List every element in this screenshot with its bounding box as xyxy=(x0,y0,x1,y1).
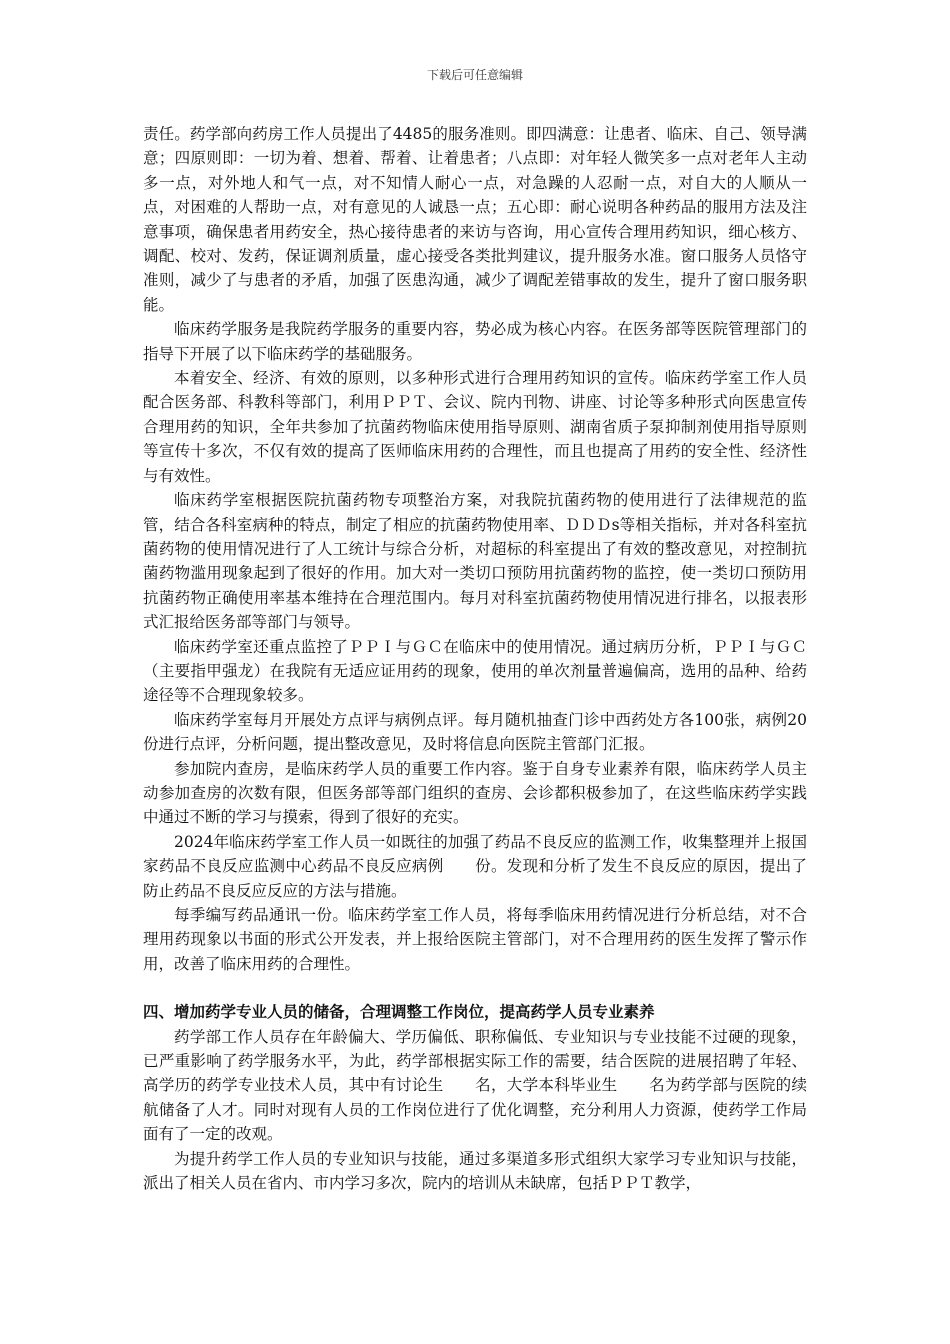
paragraph-service-rules: 责任。药学部向药房工作人员提出了4485的服务准则。即四满意：让患者、临床、自己、领导满意；四原则即：一切为着、想着、帮着、让着患者；八点即：对年轻人微笑多一点对老年人主动多一点，对外地人和气一点，对不知情人耐心一点，对急躁的人忍耐一点，对自大的人顺从一点，对困难的人帮助一点，对有意见的人诚恳一点；五心即：耐心说明各种药品的服用方法及注意事项，确保患者用药安全，热心接待患者的来访与咨询，用心宣传合理用药知识，细心核方、调配、校对、发药，保证调剂质量，虚心接受各类批判建议，提升服务水准。窗口服务人员恪守准则，减少了与患者的矛盾，加强了医患沟通，减少了调配差错事故的发生，提升了窗口服务职能。 xyxy=(143,125,807,314)
paragraph-adverse-reaction-monitoring: 2024年临床药学室工作人员一如既往的加强了药品不良反应的监测工作，收集整理并上报国家药品不良反应监测中心药品不良反应病例 份。发现和分析了发生不良反应的原因，提出了防止药品不良反应反应的方法与措施。 xyxy=(143,832,807,900)
paragraph-staff-reserve: 药学部工作人员存在年龄偏大、学历偏低、职称偏低、专业知识与专业技能不过硬的现象，已严重影响了药学服务水平，为此，药学部根据实际工作的需要，结合医院的进展招聘了年轻、高学历的药学专业技术人员，其中有讨论生 名，大学本科毕业生 名为药学部与医院的续航储备了人才。同时对现有人员的工作岗位进行了优化调整，充分利用人力资源，使药学工作局面有了一定的改观。 xyxy=(143,1027,807,1144)
document-body xyxy=(143,122,807,1195)
paragraph-staff-training: 为提升药学工作人员的专业知识与技能，通过多渠道多形式组织大家学习专业知识与技能，派出了相关人员在省内、市内学习多次，院内的培训从未缺席，包括ＰＰＴ教学， xyxy=(143,1149,807,1193)
paragraph-antibiotic-supervision: 临床药学室根据医院抗菌药物专项整治方案，对我院抗菌药物的使用进行了法律规范的监管，结合各科室病种的特点，制定了相应的抗菌药物使用率、ＤＤＤs等相关指标，并对各科室抗菌药物的使用情况进行了人工统计与综合分析，对超标的科室提出了有效的整改意见，对控制抗菌药物滥用现象起到了很好的作用。加大对一类切口预防用抗菌药物的监控，使一类切口预防用抗菌药物正确使用率基本维持在合理范围内。每月对科室抗菌药物使用情况进行排名，以报表形式汇报给医务部等部门与领导。 xyxy=(143,491,807,632)
paragraph-drug-newsletter: 每季编写药品通讯一份。临床药学室工作人员，将每季临床用药情况进行分析总结，对不合理用药现象以书面的形式公开发表，并上报给医院主管部门，对不合理用药的医生发挥了警示作用，改善了临床用药的合理性。 xyxy=(143,906,807,973)
paragraph-rational-drug-publicity: 本着安全、经济、有效的原则，以多种形式进行合理用药知识的宣传。临床药学室工作人员配合医务部、科教科等部门，利用ＰＰＴ、会议、院内刊物、讲座、讨论等多种形式向医患宣传合理用药的知识，全年共参加了抗菌药物临床使用指导原则、湖南省质子泵抑制剂使用指导原则等宣传十多次，不仅有效的提高了医师临床用药的合理性，而且也提高了用药的安全性、经济性与有效性。 xyxy=(143,369,807,485)
page-header: 下载后可任意编辑 xyxy=(426,68,523,82)
paragraph-clinical-pharmacy-intro: 临床药学服务是我院药学服务的重要内容，势必成为核心内容。在医务部等医院管理部门的指导下开展了以下临床药学的基础服务。 xyxy=(143,320,807,363)
paragraph-ppi-gc-monitoring: 临床药学室还重点监控了ＰＰＩ与ＧＣ在临床中的使用情况。通过病历分析，ＰＰＩ与ＧＣ（主要指甲强龙）在我院有无适应证用药的现象，使用的单次剂量普遍偏高，选用的品种、给药途径等不合理现象较多。 xyxy=(143,637,807,705)
section-spacer xyxy=(143,976,807,1000)
paragraph-ward-rounds: 参加院内查房，是临床药学人员的重要工作内容。鉴于自身专业素养有限，临床药学人员主动参加查房的次数有限，但医务部等部门组织的查房、会诊都积极参加了，在这些临床药学实践中通过不断的学习与摸索，得到了很好的充实。 xyxy=(143,759,807,827)
paragraph-prescription-review: 临床药学室每月开展处方点评与病例点评。每月随机抽查门诊中西药处方各100张，病例20份进行点评，分析问题，提出整改意见，及时将信息向医院主管部门汇报。 xyxy=(143,710,807,754)
section-heading: 四、增加药学专业人员的储备，合理调整工作岗位，提高药学人员专业素养 xyxy=(143,1003,655,1022)
